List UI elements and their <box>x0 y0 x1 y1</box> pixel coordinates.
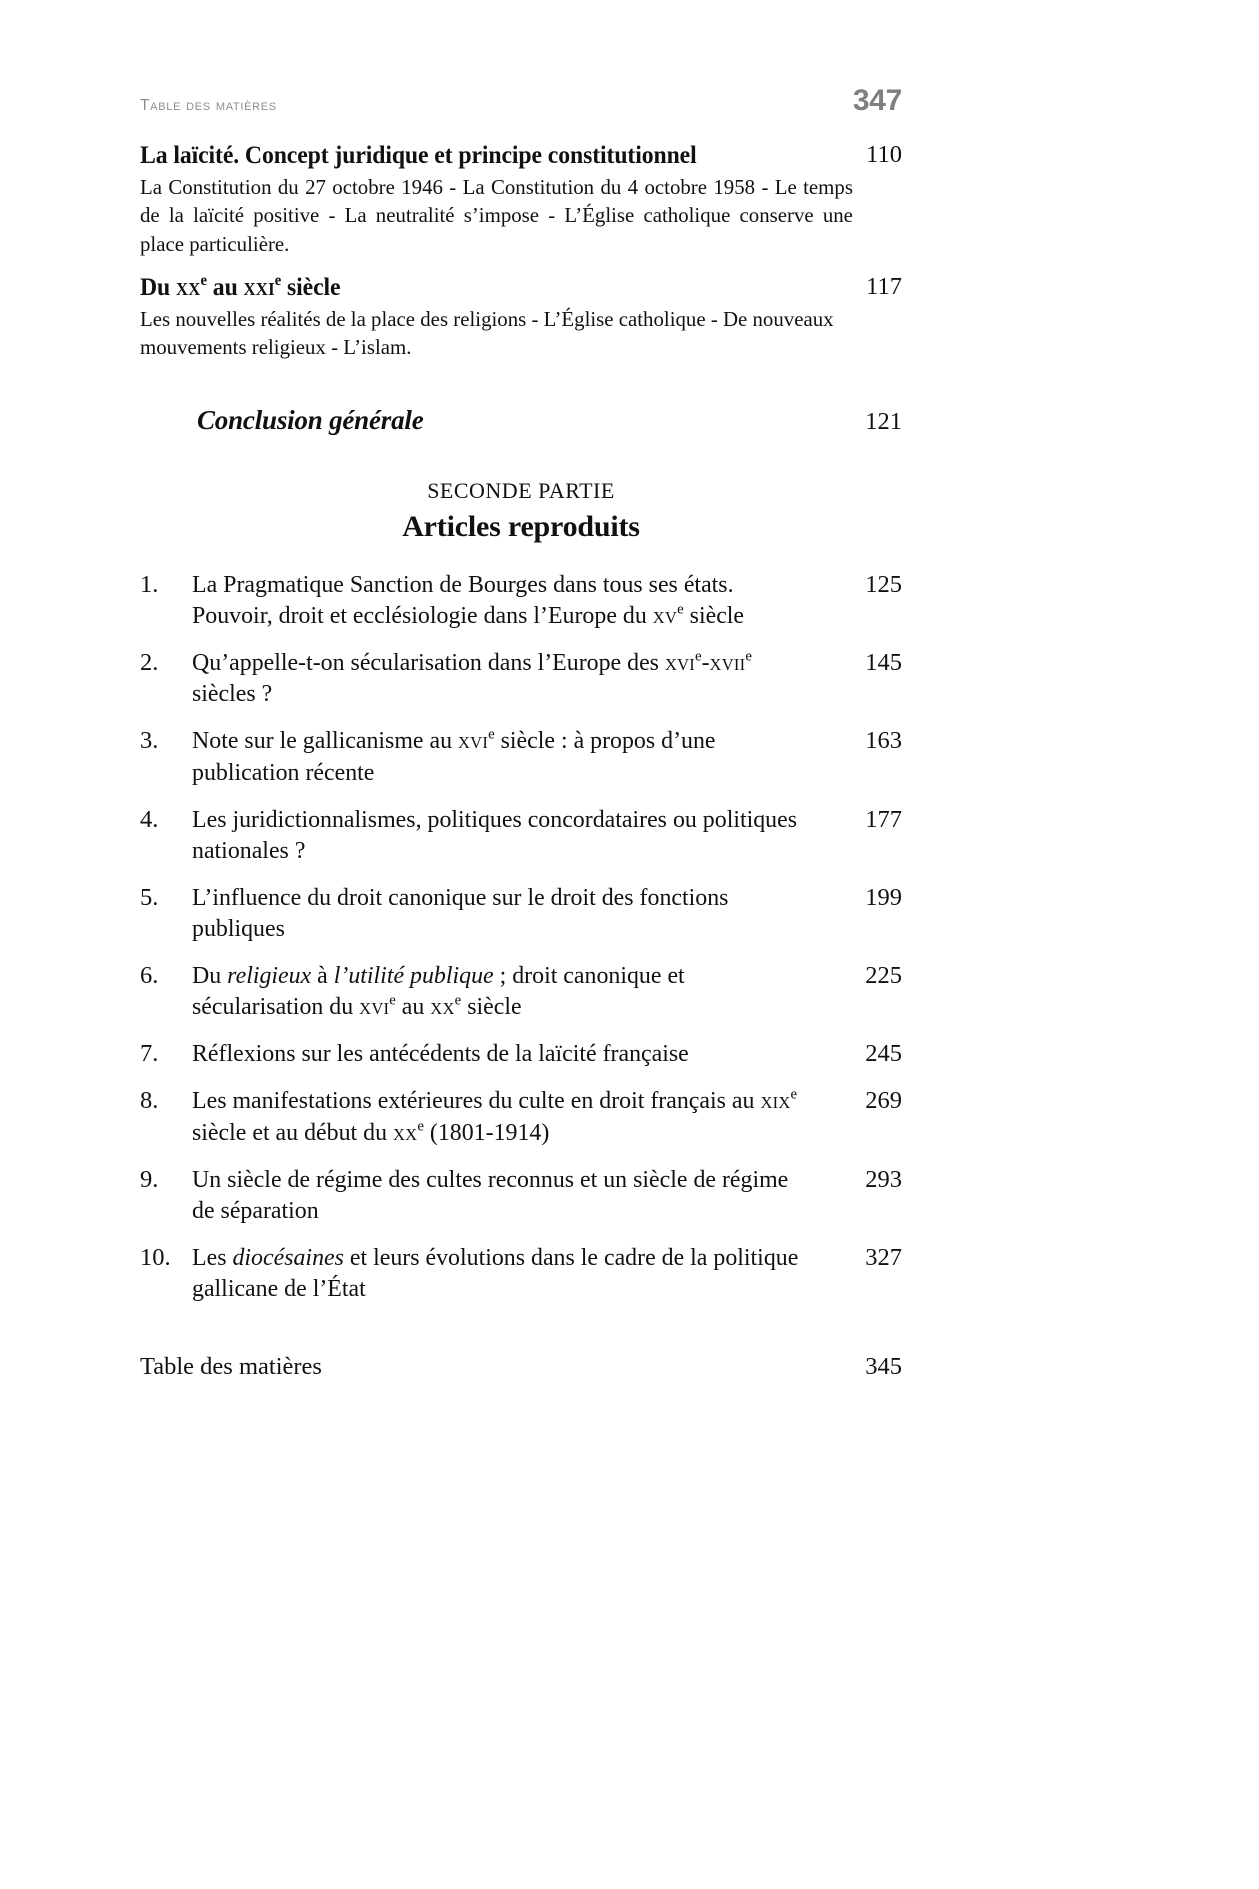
tail-label: Table des matières <box>140 1353 322 1380</box>
part-title: Articles reproduits <box>402 510 640 543</box>
part-kicker: SECONDE PARTIE <box>427 478 615 503</box>
item-number: 2. <box>140 649 159 677</box>
item-number: 4. <box>140 805 159 833</box>
toc-entry-title: La laïcité. Concept juridique et principe constitutionnel <box>140 140 697 169</box>
ordinal-suffix: e <box>389 991 396 1009</box>
roman-numeral-xvii: xvii <box>709 649 746 677</box>
item-text-mid: siècle et au début du <box>192 1118 393 1146</box>
item-page: 125 <box>865 571 902 598</box>
item-page: 199 <box>865 883 902 911</box>
item-text-mid-2: ; droit canonique et sécularisation du <box>192 962 685 1021</box>
item-number: 7. <box>140 1040 159 1068</box>
item-page: 177 <box>865 805 902 833</box>
item-number: 10. <box>140 1243 171 1271</box>
toc-entry-title-wrap <box>140 140 785 171</box>
item-line-2-pre: Pouvoir, droit et ecclésiologie dans l’Europe du <box>192 602 653 630</box>
toc-entry-page: 110 <box>866 141 902 168</box>
toc-entry-page: 117 <box>866 273 902 300</box>
toc-entry-header[interactable] <box>140 272 902 303</box>
page-number: 347 <box>852 84 902 117</box>
item-number: 1. <box>140 571 159 598</box>
list-item[interactable] <box>140 960 902 1022</box>
item-title: Les juridictionnalismes, politiques concordataires ou politiques nationales ? <box>192 805 798 864</box>
list-item[interactable] <box>140 1242 902 1304</box>
list-item[interactable] <box>140 804 902 866</box>
ordinal-suffix: e <box>488 726 495 744</box>
item-italic-religieux: religieux <box>227 962 312 990</box>
tail-page: 345 <box>865 1353 902 1380</box>
item-title: Un siècle de régime des cultes reconnus et un siècle de régime de séparation <box>192 1165 789 1224</box>
item-text-pre: Qu’appelle-t-on sécularisation dans l’Europe des <box>192 649 665 677</box>
item-number: 9. <box>140 1165 159 1193</box>
toc-entry-title-wrap <box>140 272 785 303</box>
item-text-pre: Les <box>192 1243 233 1271</box>
toc-section-laicite <box>140 140 902 258</box>
list-item[interactable] <box>140 647 902 709</box>
roman-numeral-xx: xx <box>430 993 455 1021</box>
roman-numeral-xix: xix <box>760 1087 791 1115</box>
list-item[interactable] <box>140 882 902 944</box>
item-text-pre: Du <box>192 962 228 990</box>
toc-entry-table-des-matieres[interactable] <box>140 1352 902 1382</box>
toc-section-du-xxe-au-xxie-siecle <box>140 272 902 362</box>
conclusion-page: 121 <box>865 408 902 435</box>
item-title <box>192 960 812 1022</box>
item-page: 327 <box>865 1243 902 1271</box>
roman-numeral-xv: xv <box>652 602 678 630</box>
ordinal-suffix: e <box>417 1117 424 1135</box>
item-title: L’influence du droit canonique sur le droit des fonctions publiques <box>192 883 729 942</box>
roman-numeral-xxi: xxi <box>243 272 275 301</box>
item-page: 245 <box>865 1040 902 1068</box>
item-page: 225 <box>865 962 902 990</box>
roman-numeral-xx: xx <box>175 272 201 301</box>
item-number: 5. <box>140 883 159 911</box>
item-page: 269 <box>865 1087 902 1115</box>
item-page: 163 <box>865 727 902 755</box>
ordinal-suffix: e <box>745 647 752 665</box>
item-line-2-post: siècle <box>683 602 745 630</box>
article-list <box>140 569 902 1320</box>
toc-entry-conclusion[interactable] <box>140 405 902 437</box>
item-line-1: La Pragmatique Sanction de Bourges dans tous ses états. <box>192 571 734 598</box>
list-item[interactable] <box>140 1038 902 1069</box>
part-heading <box>140 478 902 544</box>
roman-numeral-xx: xx <box>392 1118 418 1146</box>
title-prefix: Du <box>140 272 176 301</box>
title-suffix: siècle <box>281 272 341 301</box>
running-head <box>140 84 902 118</box>
item-text-post: siècles ? <box>192 680 273 708</box>
item-italic-diocesaines: diocésaines <box>232 1243 344 1271</box>
item-text-mid: - <box>701 649 710 677</box>
ordinal-suffix: e <box>454 991 462 1009</box>
item-text-post: et leurs évolutions dans le cadre de la politique gallicane de l’État <box>192 1243 799 1302</box>
ordinal-suffix: e <box>677 600 684 618</box>
item-number: 3. <box>140 727 159 755</box>
item-title <box>192 725 812 787</box>
toc-entry-title <box>140 272 740 303</box>
list-item[interactable] <box>140 569 902 631</box>
toc-entry-description: La Constitution du 27 octobre 1946 - La Constitution du 4 octobre 1958 - Le temps de la laïcité positive - La neutralité s’impose - L’Église catholique conserve une place particulière. <box>140 174 853 256</box>
item-title <box>192 1242 812 1304</box>
item-page: 293 <box>865 1165 902 1193</box>
roman-numeral-xvi: xvi <box>359 993 390 1021</box>
item-text-post: siècle <box>461 993 522 1021</box>
ordinal-suffix: e <box>695 647 702 665</box>
item-text-post: (1801-1914) <box>423 1118 550 1146</box>
item-title <box>192 647 812 709</box>
title-mid: au <box>206 272 244 301</box>
item-number: 6. <box>140 962 159 990</box>
item-text-post: siècle : à propos d’une publication récente <box>192 727 716 786</box>
roman-numeral-xvi: xvi <box>458 727 489 755</box>
list-item[interactable] <box>140 1085 902 1147</box>
list-item[interactable] <box>140 1164 902 1226</box>
item-page: 145 <box>865 649 902 677</box>
item-title <box>192 1085 812 1147</box>
list-item[interactable] <box>140 725 902 787</box>
item-text-pre: Les manifestations extérieures du culte en droit français au <box>192 1087 761 1115</box>
item-number: 8. <box>140 1087 159 1115</box>
running-head-title: Table des matières <box>140 97 277 114</box>
toc-entry-description: Les nouvelles réalités de la place des religions - L’Église catholique - De nouveaux mouvements religieux - L’islam. <box>140 306 834 360</box>
ordinal-suffix: e <box>274 272 282 290</box>
ordinal-suffix: e <box>790 1086 798 1104</box>
item-text-pre: Note sur le gallicanisme au <box>192 727 459 755</box>
item-title <box>192 569 812 631</box>
item-title: Réflexions sur les antécédents de la laïcité française <box>192 1040 689 1068</box>
ordinal-suffix: e <box>200 272 207 290</box>
toc-entry-header[interactable] <box>140 140 902 171</box>
roman-numeral-xvi: xvi <box>664 649 696 677</box>
conclusion-title: Conclusion générale <box>197 405 424 435</box>
item-italic-utilite-publique: l’utilité publique <box>333 962 494 990</box>
item-text-mid-1: à <box>311 962 334 990</box>
item-text-mid-3: au <box>395 993 431 1021</box>
